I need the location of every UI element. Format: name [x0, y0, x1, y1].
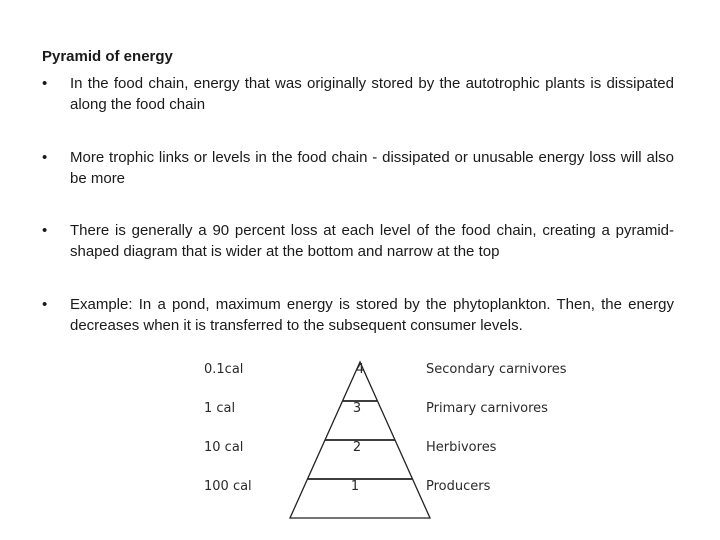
energy-label: 0.1cal	[204, 362, 244, 377]
bullet-marker: •	[42, 75, 48, 92]
level-number: 1	[350, 479, 360, 494]
bullet-marker: •	[42, 222, 48, 239]
slide-title: Pyramid of energy	[42, 48, 173, 65]
organism-label: Producers	[426, 479, 491, 494]
level-number: 4	[355, 362, 365, 377]
bullet-item	[42, 73, 674, 115]
energy-pyramid-diagram	[190, 352, 567, 524]
bullet-item	[42, 220, 674, 262]
energy-label: 1 cal	[204, 401, 236, 416]
bullet-marker: •	[42, 296, 48, 313]
organism-label: Secondary carnivores	[426, 362, 567, 377]
energy-label: 100 cal	[204, 479, 252, 494]
bullet-item	[42, 147, 674, 189]
bullet-text: There is generally a 90 percent loss at each level of the food chain, creating a pyramid-shaped diagram that is wider at the bottom and narrow at the top	[70, 222, 674, 260]
bullet-text: In the food chain, energy that was originally stored by the autotrophic plants is dissipated along the food chain	[70, 75, 674, 113]
organism-label: Primary carnivores	[426, 401, 548, 416]
energy-label: 10 cal	[204, 440, 244, 455]
level-number: 2	[352, 440, 362, 455]
level-number: 3	[352, 401, 362, 416]
bullet-text: Example: In a pond, maximum energy is stored by the phytoplankton. Then, the energy decreases when it is transferred to the subsequent consumer levels.	[70, 296, 674, 334]
bullet-text: More trophic links or levels in the food chain - dissipated or unusable energy loss will also be more	[70, 149, 674, 187]
organism-label: Herbivores	[426, 440, 497, 455]
bullet-item	[42, 294, 674, 336]
bullet-marker: •	[42, 149, 48, 166]
